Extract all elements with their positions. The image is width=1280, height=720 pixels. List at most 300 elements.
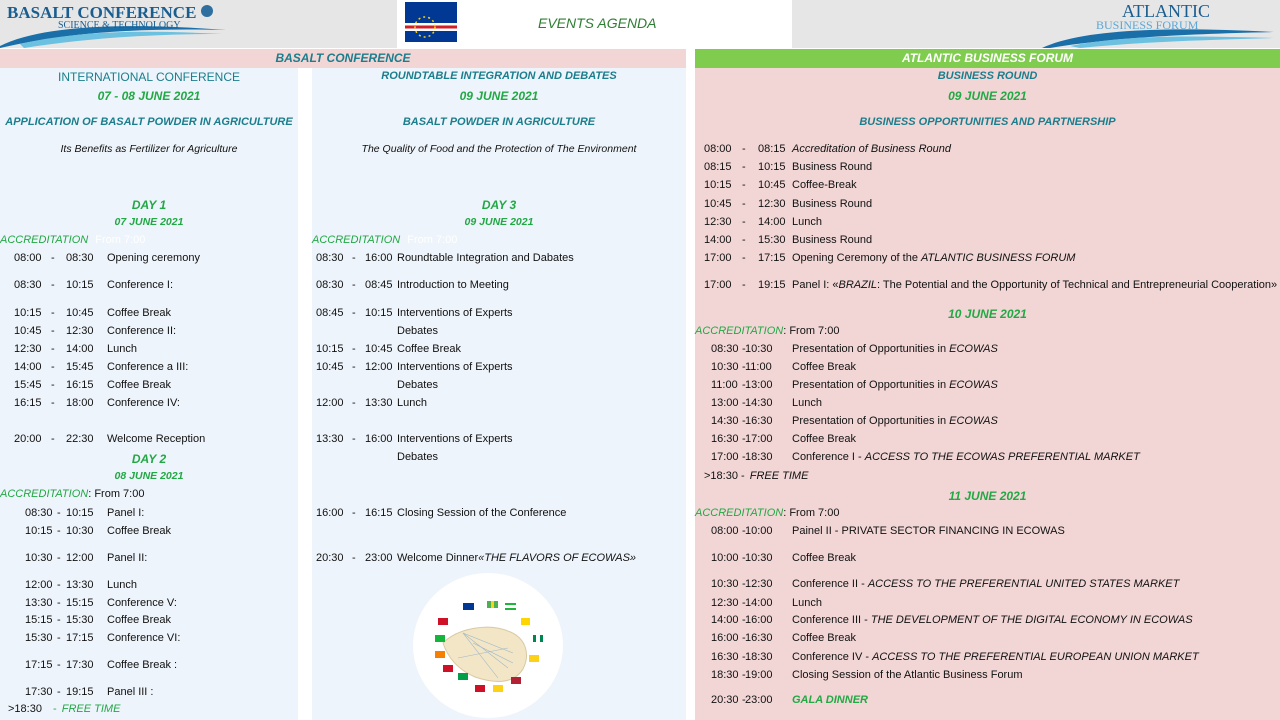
free-time-label: FREE TIME bbox=[61, 703, 121, 715]
end-time: 14:00 bbox=[758, 216, 786, 228]
start-time: 12:00 bbox=[316, 397, 344, 409]
start-time: 17:15 bbox=[25, 659, 53, 671]
session-text: Conference III - bbox=[792, 614, 871, 626]
end-time: 19:15 bbox=[66, 686, 94, 698]
start-time: 14:30 bbox=[711, 415, 739, 427]
time-separator: - bbox=[57, 525, 61, 537]
session-title bbox=[107, 579, 137, 591]
session-title bbox=[792, 279, 1277, 291]
time-separator: - bbox=[51, 307, 55, 319]
session-title bbox=[792, 179, 857, 191]
session-emphasis: ECOWAS bbox=[949, 415, 998, 427]
end-time: 10:30 bbox=[745, 343, 773, 355]
accreditation-label: ACCREDITATION bbox=[312, 234, 401, 246]
accreditation-label: ACCREDITATION bbox=[695, 325, 784, 337]
time-separator: - bbox=[742, 651, 746, 663]
start-time: 12:30 bbox=[704, 216, 732, 228]
session-title bbox=[792, 252, 1075, 264]
session-title bbox=[792, 614, 1193, 626]
session-text: Business Round bbox=[792, 198, 873, 210]
schedule-item bbox=[695, 651, 1280, 665]
session-emphasis: ATLANTIC BUSINESS FORUM bbox=[921, 252, 1076, 264]
session-text: Coffee Break bbox=[107, 614, 172, 626]
session-title bbox=[792, 651, 1199, 663]
start-time: 08:00 bbox=[711, 525, 739, 537]
schedule-item bbox=[312, 433, 686, 463]
session-text: Coffee Break bbox=[107, 379, 172, 391]
time-separator: - bbox=[742, 694, 746, 706]
end-time: 12:30 bbox=[758, 198, 786, 210]
start-time: 08:00 bbox=[704, 143, 732, 155]
session-title bbox=[397, 307, 513, 319]
session-emphasis: THE DEVELOPMENT OF THE DIGITAL ECONOMY IN ECOWAS bbox=[870, 614, 1193, 626]
session-title bbox=[397, 552, 636, 564]
session-title bbox=[107, 397, 180, 409]
session-text: Panel I: « bbox=[792, 279, 839, 291]
session-text: Coffee Break : bbox=[107, 659, 178, 671]
time-separator: - bbox=[742, 397, 746, 409]
end-time: 16:00 bbox=[365, 433, 393, 445]
time-separator: - bbox=[51, 279, 55, 291]
schedule-item bbox=[0, 632, 298, 646]
session-title bbox=[107, 597, 177, 609]
schedule-item bbox=[695, 379, 1280, 393]
session-text: Conference V: bbox=[107, 597, 177, 609]
end-time: 23:00 bbox=[365, 552, 393, 564]
day2-accreditation bbox=[0, 488, 144, 500]
end-time: 11:00 bbox=[745, 361, 772, 373]
left-dates: 07 - 08 JUNE 2021 bbox=[97, 89, 201, 103]
start-time: 13:00 bbox=[711, 397, 739, 409]
schedule-item bbox=[695, 234, 1280, 248]
end-time: 16:00 bbox=[365, 252, 393, 264]
schedule-item bbox=[695, 669, 1280, 683]
session-title bbox=[107, 686, 153, 698]
session-text: Interventions of Experts bbox=[397, 307, 513, 319]
session-subtitle: Debates bbox=[397, 379, 438, 391]
mid-subtitle: ROUNDTABLE INTEGRATION AND DEBATES bbox=[381, 70, 617, 82]
session-emphasis: ACCESS TO THE PREFERENTIAL UNITED STATES MARKET bbox=[867, 578, 1180, 590]
session-text: Coffee-Break bbox=[792, 179, 857, 191]
time-separator: - bbox=[352, 552, 356, 564]
schedule-item bbox=[695, 632, 1280, 646]
start-time: 15:45 bbox=[14, 379, 42, 391]
session-text: Conference II: bbox=[107, 325, 177, 337]
session-text: Closing Session of the Conference bbox=[397, 507, 567, 519]
schedule-item bbox=[0, 252, 298, 266]
schedule-item bbox=[695, 525, 1280, 539]
session-text: Roundtable Integration and Dabates bbox=[397, 252, 574, 264]
session-text: Coffee Break bbox=[107, 307, 172, 319]
session-title bbox=[397, 433, 513, 445]
session-title bbox=[397, 343, 461, 355]
time-separator: - bbox=[742, 198, 746, 210]
end-time: 15:45 bbox=[66, 361, 94, 373]
session-title bbox=[792, 552, 856, 564]
schedule-item bbox=[0, 361, 298, 375]
end-time: 10:45 bbox=[66, 307, 94, 319]
end-time: 10:15 bbox=[758, 161, 786, 173]
end-time: 10:15 bbox=[365, 307, 393, 319]
schedule-item bbox=[695, 216, 1280, 230]
atlantic-forum-banner bbox=[695, 49, 1280, 68]
session-title bbox=[107, 614, 171, 626]
time-separator: - bbox=[742, 632, 746, 644]
session-text: Conference IV: bbox=[107, 397, 180, 409]
time-separator: - bbox=[57, 507, 61, 519]
end-time: 17:15 bbox=[66, 632, 94, 644]
end-time: 15:15 bbox=[66, 597, 94, 609]
schedule-item bbox=[312, 552, 686, 566]
session-text: Interventions of Experts bbox=[397, 433, 513, 445]
end-time: 17:00 bbox=[745, 433, 773, 445]
time-separator: - bbox=[57, 686, 61, 698]
session-text: Lunch bbox=[792, 597, 822, 609]
start-time: 08:30 bbox=[711, 343, 739, 355]
events-agenda-title: EVENTS AGENDA bbox=[538, 15, 657, 31]
time-separator: - bbox=[742, 216, 746, 228]
schedule-item bbox=[0, 579, 298, 593]
start-time: 08:15 bbox=[704, 161, 732, 173]
basalt-conference-logo bbox=[0, 0, 230, 48]
mid-dates: 09 JUNE 2021 bbox=[459, 89, 539, 103]
time-separator: - bbox=[51, 252, 55, 264]
session-title bbox=[397, 252, 574, 264]
schedule-item bbox=[695, 694, 1280, 708]
session-emphasis: ECOWAS bbox=[949, 343, 998, 355]
schedule-item bbox=[695, 143, 1280, 157]
session-emphasis: ECOWAS bbox=[949, 379, 998, 391]
accreditation-label: ACCREDITATION bbox=[0, 488, 89, 500]
left-theme: APPLICATION OF BASALT POWDER IN AGRICULTURE bbox=[5, 116, 293, 128]
time-separator: - bbox=[51, 325, 55, 337]
schedule-item bbox=[312, 397, 686, 411]
atlantic-logo-subtitle: BUSINESS FORUM bbox=[1096, 18, 1199, 32]
time-separator: - bbox=[742, 143, 746, 155]
start-time: 12:00 bbox=[25, 579, 53, 591]
left-subtheme: Its Benefits as Fertilizer for Agriculture bbox=[60, 143, 238, 155]
schedule-item bbox=[0, 525, 298, 539]
start-time: 08:30 bbox=[316, 279, 344, 291]
session-title bbox=[792, 343, 998, 355]
day3-date: 09 JUNE 2021 bbox=[464, 216, 534, 228]
atlantic-business-forum-logo bbox=[1040, 0, 1280, 48]
start-time: 12:30 bbox=[711, 597, 739, 609]
session-text-tail: : The Potential and the Opportunity of Technical and Entrepreneurial Cooperation» bbox=[877, 279, 1278, 291]
day1-accreditation bbox=[0, 234, 145, 246]
session-title bbox=[107, 632, 180, 644]
time-separator: - bbox=[352, 433, 356, 445]
cape-verde-flag bbox=[405, 2, 457, 42]
time-separator: - bbox=[352, 361, 356, 373]
end-time: 16:30 bbox=[745, 415, 773, 427]
start-time: 16:00 bbox=[711, 632, 739, 644]
session-text: Coffee Break bbox=[397, 343, 462, 355]
session-title bbox=[792, 597, 822, 609]
end-time: 18:00 bbox=[66, 397, 94, 409]
session-text: Painel II - PRIVATE SECTOR FINANCING IN ECOWAS bbox=[792, 525, 1065, 537]
left-subtitle: INTERNATIONAL CONFERENCE bbox=[57, 70, 240, 84]
end-time: 22:30 bbox=[66, 433, 94, 445]
end-time: 10:30 bbox=[745, 552, 773, 564]
session-title bbox=[107, 343, 137, 355]
time-separator: - bbox=[742, 161, 746, 173]
basalt-logo-title: BASALT CONFERENCE bbox=[7, 3, 197, 22]
start-time: 10:30 bbox=[25, 552, 53, 564]
june10-free-time bbox=[704, 470, 808, 482]
session-emphasis: «THE FLAVORS OF ECOWAS» bbox=[478, 552, 637, 564]
time-separator: - bbox=[742, 433, 746, 445]
time-separator: - bbox=[742, 415, 746, 427]
session-text: Lunch bbox=[107, 579, 137, 591]
session-title bbox=[792, 361, 856, 373]
start-time: 08:30 bbox=[316, 252, 344, 264]
session-emphasis: Accreditation of Business Round bbox=[792, 143, 951, 155]
accreditation-value: : From 7:00 bbox=[783, 325, 840, 337]
session-text: Coffee Break bbox=[107, 525, 172, 537]
schedule-item bbox=[695, 279, 1280, 293]
schedule-item bbox=[695, 552, 1280, 566]
end-time: 10:15 bbox=[66, 279, 94, 291]
end-time: 08:15 bbox=[758, 143, 786, 155]
end-time: 19:15 bbox=[758, 279, 786, 291]
session-title bbox=[107, 433, 205, 445]
end-time: 14:00 bbox=[66, 343, 94, 355]
june11-date: 11 JUNE 2021 bbox=[948, 489, 1027, 503]
session-title bbox=[397, 361, 513, 373]
basalt-logo-subtitle: SCIENCE & TECHNOLOGY bbox=[58, 20, 181, 31]
session-text: Opening ceremony bbox=[107, 252, 200, 264]
session-title bbox=[792, 216, 822, 228]
end-time: 17:30 bbox=[66, 659, 94, 671]
schedule-item bbox=[695, 433, 1280, 447]
schedule-item bbox=[0, 307, 298, 321]
time-separator: - bbox=[352, 307, 356, 319]
schedule-item bbox=[0, 686, 298, 700]
start-time: 20:30 bbox=[711, 694, 739, 706]
schedule-item bbox=[0, 507, 298, 521]
session-title bbox=[107, 279, 173, 291]
day3-title: DAY 3 bbox=[481, 198, 517, 212]
end-time: 13:00 bbox=[745, 379, 773, 391]
session-text: Interventions of Experts bbox=[397, 361, 513, 373]
session-text: Panel III : bbox=[107, 686, 154, 698]
time-separator: - bbox=[742, 525, 746, 537]
session-title bbox=[107, 361, 188, 373]
accreditation-label: ACCREDITATION bbox=[0, 234, 89, 246]
session-emphasis: ACCESS TO THE PREFERENTIAL EUROPEAN UNION MARKET bbox=[872, 651, 1199, 663]
session-title bbox=[397, 279, 509, 291]
schedule-item bbox=[0, 379, 298, 393]
end-time: 08:45 bbox=[365, 279, 393, 291]
atlantic-banner-title: ATLANTIC BUSINESS FORUM bbox=[901, 51, 1074, 65]
start-time: 13:30 bbox=[316, 433, 344, 445]
basalt-conference-banner bbox=[0, 49, 686, 68]
session-text: Business Round bbox=[792, 161, 873, 173]
session-text: Lunch bbox=[792, 216, 822, 228]
session-text: Conference I - bbox=[792, 451, 865, 463]
schedule-item bbox=[695, 597, 1280, 611]
session-title bbox=[792, 578, 1179, 590]
time-separator: - bbox=[742, 361, 746, 373]
time-separator: - bbox=[57, 632, 61, 644]
start-time: 10:30 bbox=[711, 578, 739, 590]
time-separator: - bbox=[352, 279, 356, 291]
schedule-item bbox=[0, 397, 298, 411]
start-time: 10:15 bbox=[316, 343, 344, 355]
day1-date: 07 JUNE 2021 bbox=[114, 216, 184, 228]
time-separator: - bbox=[352, 343, 356, 355]
free-time-prefix: >18:30 bbox=[8, 703, 42, 715]
end-time: 12:30 bbox=[66, 325, 94, 337]
schedule-item bbox=[312, 507, 686, 521]
session-emphasis: ACCESS TO THE ECOWAS PREFERENTIAL MARKET bbox=[864, 451, 1140, 463]
time-separator: - bbox=[57, 552, 61, 564]
schedule-item bbox=[0, 597, 298, 611]
atlantic-theme: BUSINESS OPPORTUNITIES AND PARTNERSHIP bbox=[859, 116, 1116, 128]
atlantic-dates: 09 JUNE 2021 bbox=[948, 89, 1027, 103]
end-time: 18:30 bbox=[745, 651, 773, 663]
time-separator: - bbox=[742, 597, 746, 609]
schedule-item bbox=[695, 361, 1280, 375]
session-title bbox=[792, 198, 872, 210]
start-time: 10:15 bbox=[25, 525, 53, 537]
day3-accreditation bbox=[312, 234, 457, 246]
end-time: 14:30 bbox=[745, 397, 773, 409]
start-time: 10:30 bbox=[711, 361, 739, 373]
start-time: 16:30 bbox=[711, 651, 739, 663]
accreditation-value: : From 7:00 bbox=[783, 507, 840, 519]
schedule-item bbox=[695, 179, 1280, 193]
start-time: 10:00 bbox=[711, 552, 739, 564]
start-time: 13:30 bbox=[25, 597, 53, 609]
start-time: 16:00 bbox=[316, 507, 344, 519]
start-time: 10:15 bbox=[14, 307, 42, 319]
start-time: 16:30 bbox=[711, 433, 739, 445]
time-separator: - bbox=[57, 659, 61, 671]
session-text: Coffee Break bbox=[792, 361, 857, 373]
schedule-item bbox=[0, 659, 298, 673]
schedule-item bbox=[695, 343, 1280, 357]
session-text: Panel I: bbox=[107, 507, 145, 519]
session-title bbox=[107, 552, 147, 564]
june10-accreditation bbox=[695, 325, 839, 337]
end-time: 12:00 bbox=[365, 361, 393, 373]
start-time: 11:00 bbox=[711, 379, 738, 391]
session-title bbox=[792, 451, 1140, 463]
session-title bbox=[107, 507, 144, 519]
time-separator: - bbox=[742, 552, 746, 564]
session-text: Closing Session of the Atlantic Business Forum bbox=[792, 669, 1023, 681]
start-time: 17:30 bbox=[25, 686, 53, 698]
schedule-item bbox=[0, 325, 298, 339]
session-text: Coffee Break bbox=[792, 632, 857, 644]
session-title bbox=[397, 397, 427, 409]
free-time-prefix: >18:30 - bbox=[704, 470, 745, 482]
end-time: 08:30 bbox=[66, 252, 94, 264]
start-time: 08:45 bbox=[316, 307, 344, 319]
accreditation-label: ACCREDITATION bbox=[695, 507, 784, 519]
session-emphasis: BRAZIL bbox=[838, 279, 877, 291]
events-agenda-panel bbox=[397, 0, 792, 48]
schedule-item bbox=[695, 397, 1280, 411]
session-title bbox=[792, 234, 872, 246]
start-time: 14:00 bbox=[704, 234, 732, 246]
session-title bbox=[792, 694, 868, 706]
session-text: Conference VI: bbox=[107, 632, 181, 644]
start-time: 14:00 bbox=[14, 361, 42, 373]
schedule-item bbox=[0, 614, 298, 628]
session-title bbox=[107, 525, 171, 537]
session-text: Welcome Dinner bbox=[397, 552, 479, 564]
day2-date: 08 JUNE 2021 bbox=[114, 470, 184, 482]
schedule-item bbox=[312, 279, 686, 293]
time-separator: - bbox=[742, 578, 746, 590]
start-time: 10:45 bbox=[316, 361, 344, 373]
session-text: Opening Ceremony of the bbox=[792, 252, 922, 264]
end-time: 15:30 bbox=[758, 234, 786, 246]
session-title bbox=[792, 632, 856, 644]
start-time: 12:30 bbox=[14, 343, 42, 355]
session-title bbox=[792, 161, 872, 173]
schedule-item bbox=[695, 578, 1280, 592]
end-time: 10:00 bbox=[745, 525, 773, 537]
ecowas-map-illustration bbox=[413, 573, 563, 718]
session-text: Presentation of Opportunities in bbox=[792, 415, 950, 427]
day2-title: DAY 2 bbox=[131, 452, 167, 466]
start-time: 20:00 bbox=[14, 433, 42, 445]
time-separator: - bbox=[352, 507, 356, 519]
session-text: Business Round bbox=[792, 234, 873, 246]
session-text: Welcome Reception bbox=[107, 433, 206, 445]
session-title bbox=[107, 307, 171, 319]
time-separator: - bbox=[742, 669, 746, 681]
end-time: 16:30 bbox=[745, 632, 773, 644]
end-time: 23:00 bbox=[745, 694, 773, 706]
day1-title: DAY 1 bbox=[131, 198, 167, 212]
session-text: Conference I: bbox=[107, 279, 174, 291]
time-separator: - bbox=[352, 252, 356, 264]
accreditation-value: From 7:00 bbox=[407, 234, 458, 246]
session-title bbox=[107, 379, 171, 391]
session-title bbox=[107, 252, 200, 264]
end-time: 10:45 bbox=[758, 179, 786, 191]
end-time: 10:45 bbox=[365, 343, 393, 355]
start-time: 08:30 bbox=[14, 279, 42, 291]
time-separator: - bbox=[57, 614, 61, 626]
session-text: Conference a III: bbox=[107, 361, 189, 373]
day2-free-time: >18:30 - FREE TIME bbox=[8, 703, 121, 715]
session-text: Coffee Break bbox=[792, 552, 857, 564]
june11-accreditation bbox=[695, 507, 839, 519]
session-subtitle: Debates bbox=[397, 451, 438, 463]
end-time: 16:00 bbox=[745, 614, 773, 626]
time-separator: - bbox=[742, 252, 746, 264]
start-time: 14:00 bbox=[711, 614, 739, 626]
end-time: 10:15 bbox=[66, 507, 94, 519]
start-time: 17:00 bbox=[704, 252, 732, 264]
schedule-item bbox=[695, 451, 1280, 465]
start-time: 16:15 bbox=[14, 397, 42, 409]
session-title bbox=[397, 507, 566, 519]
end-time: 14:00 bbox=[745, 597, 773, 609]
schedule-item bbox=[695, 415, 1280, 429]
end-time: 12:00 bbox=[66, 552, 94, 564]
mid-theme: BASALT POWDER IN AGRICULTURE bbox=[402, 116, 596, 128]
end-time: 18:30 bbox=[745, 451, 773, 463]
end-time: 15:30 bbox=[66, 614, 94, 626]
session-title bbox=[792, 433, 856, 445]
